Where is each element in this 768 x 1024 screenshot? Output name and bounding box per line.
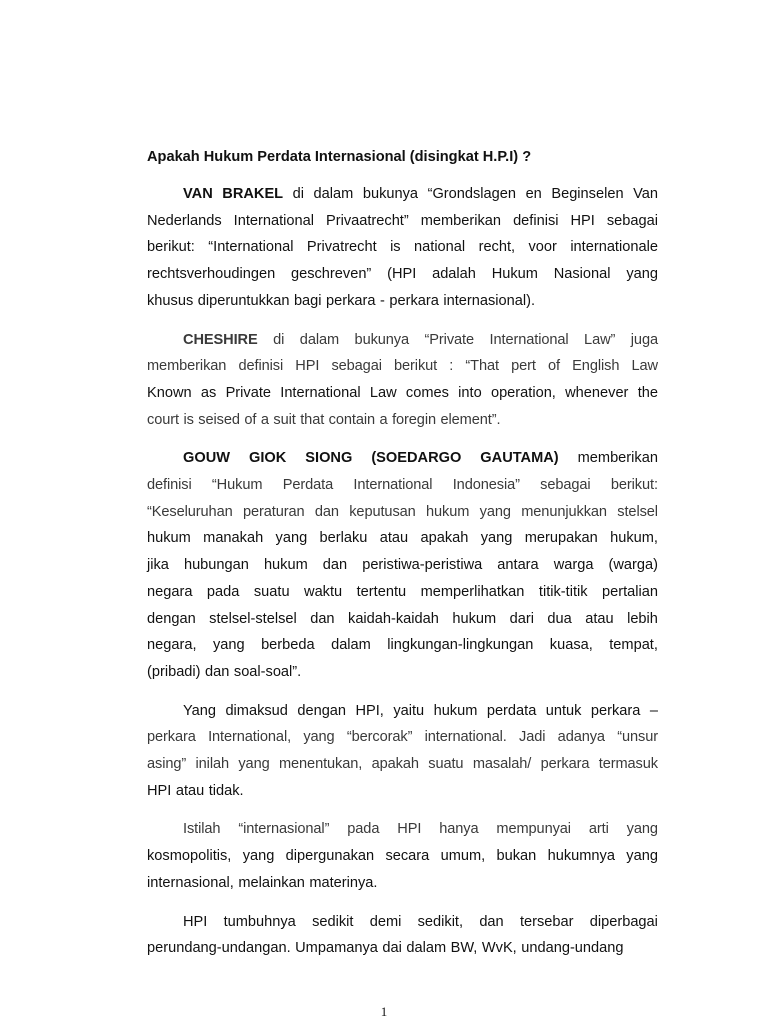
text-line: rechtsverhoudingen geschreven” (HPI adalah Hukum Nasional yang <box>147 266 658 283</box>
text-line: perkara International, yang “bercorak” international. Jadi adanya “unsur <box>147 729 658 746</box>
text-line: negara pada suatu waktu tertentu memperlihatkan titik-titik pertalian <box>147 583 658 600</box>
text-line: berikut: “International Privatrecht is national recht, voor internationale <box>147 239 658 256</box>
text-line: hukum manakah yang berlaku atau apakah yang merupakan hukum, <box>147 530 658 547</box>
text-line: khusus diperuntukkan bagi perkara - perkara internasional). <box>147 292 536 309</box>
paragraph <box>147 909 658 962</box>
text-line: kosmopolitis, yang dipergunakan secara umum, bukan hukumnya yang <box>147 848 658 865</box>
text-line: Yang dimaksud dengan HPI, yaitu hukum perdata untuk perkara – <box>183 702 658 719</box>
text-line: VAN BRAKEL di dalam bukunya “Grondslagen en Beginselen Van <box>183 186 658 202</box>
text-line: dengan stelsel-stelsel dan kaidah-kaidah hukum dari dua atau lebih <box>147 610 658 627</box>
text-line: memberikan definisi HPI sebagai berikut : “That pert of English Law <box>147 358 658 375</box>
document-body <box>147 146 658 974</box>
text-line: HPI atau tidak. <box>147 782 244 799</box>
paragraph <box>147 445 658 685</box>
paragraph <box>147 181 658 315</box>
text-line: “Keseluruhan peraturan dan keputusan hukum yang menunjukkan stelsel <box>147 503 658 520</box>
text-line: Nederlands International Privaatrecht” memberikan definisi HPI sebagai <box>147 212 658 229</box>
text-line: jika hubungan hukum dan peristiwa-peristiwa antara warga (warga) <box>147 557 658 574</box>
text-line: Istilah “internasional” pada HPI hanya mempunyai arti yang <box>183 821 658 838</box>
text-line: court is seised of a suit that contain a foregin element”. <box>147 411 501 428</box>
text-line: definisi “Hukum Perdata International Indonesia” sebagai berikut: <box>147 477 658 494</box>
text-line: GOUW GIOK SIONG (SOEDARGO GAUTAMA) memberikan <box>183 450 658 467</box>
text-line: internasional, melainkan materinya. <box>147 874 378 891</box>
document-title: Apakah Hukum Perdata Internasional (disingkat H.P.I) ? <box>147 149 532 165</box>
text-line: (pribadi) dan soal-soal”. <box>147 663 302 680</box>
text-line: negara, yang berbeda dalam lingkungan-lingkungan kuasa, tempat, <box>147 637 658 654</box>
paragraph <box>147 327 658 434</box>
paragraph <box>147 698 658 805</box>
page-number: 1 <box>380 1004 388 1019</box>
text-line: CHESHIRE di dalam bukunya “Private International Law” juga <box>183 331 658 348</box>
paragraphs-container <box>147 181 658 962</box>
text-line: Known as Private International Law comes into operation, whenever the <box>147 384 658 401</box>
paragraph <box>147 816 658 896</box>
text-line: asing” inilah yang menentukan, apakah suatu masalah/ perkara termasuk <box>147 756 658 773</box>
text-line: perundang-undangan. Umpamanya dai dalam BW, WvK, undang-undang <box>147 940 624 957</box>
text-line: HPI tumbuhnya sedikit demi sedikit, dan tersebar diperbagai <box>183 913 658 930</box>
